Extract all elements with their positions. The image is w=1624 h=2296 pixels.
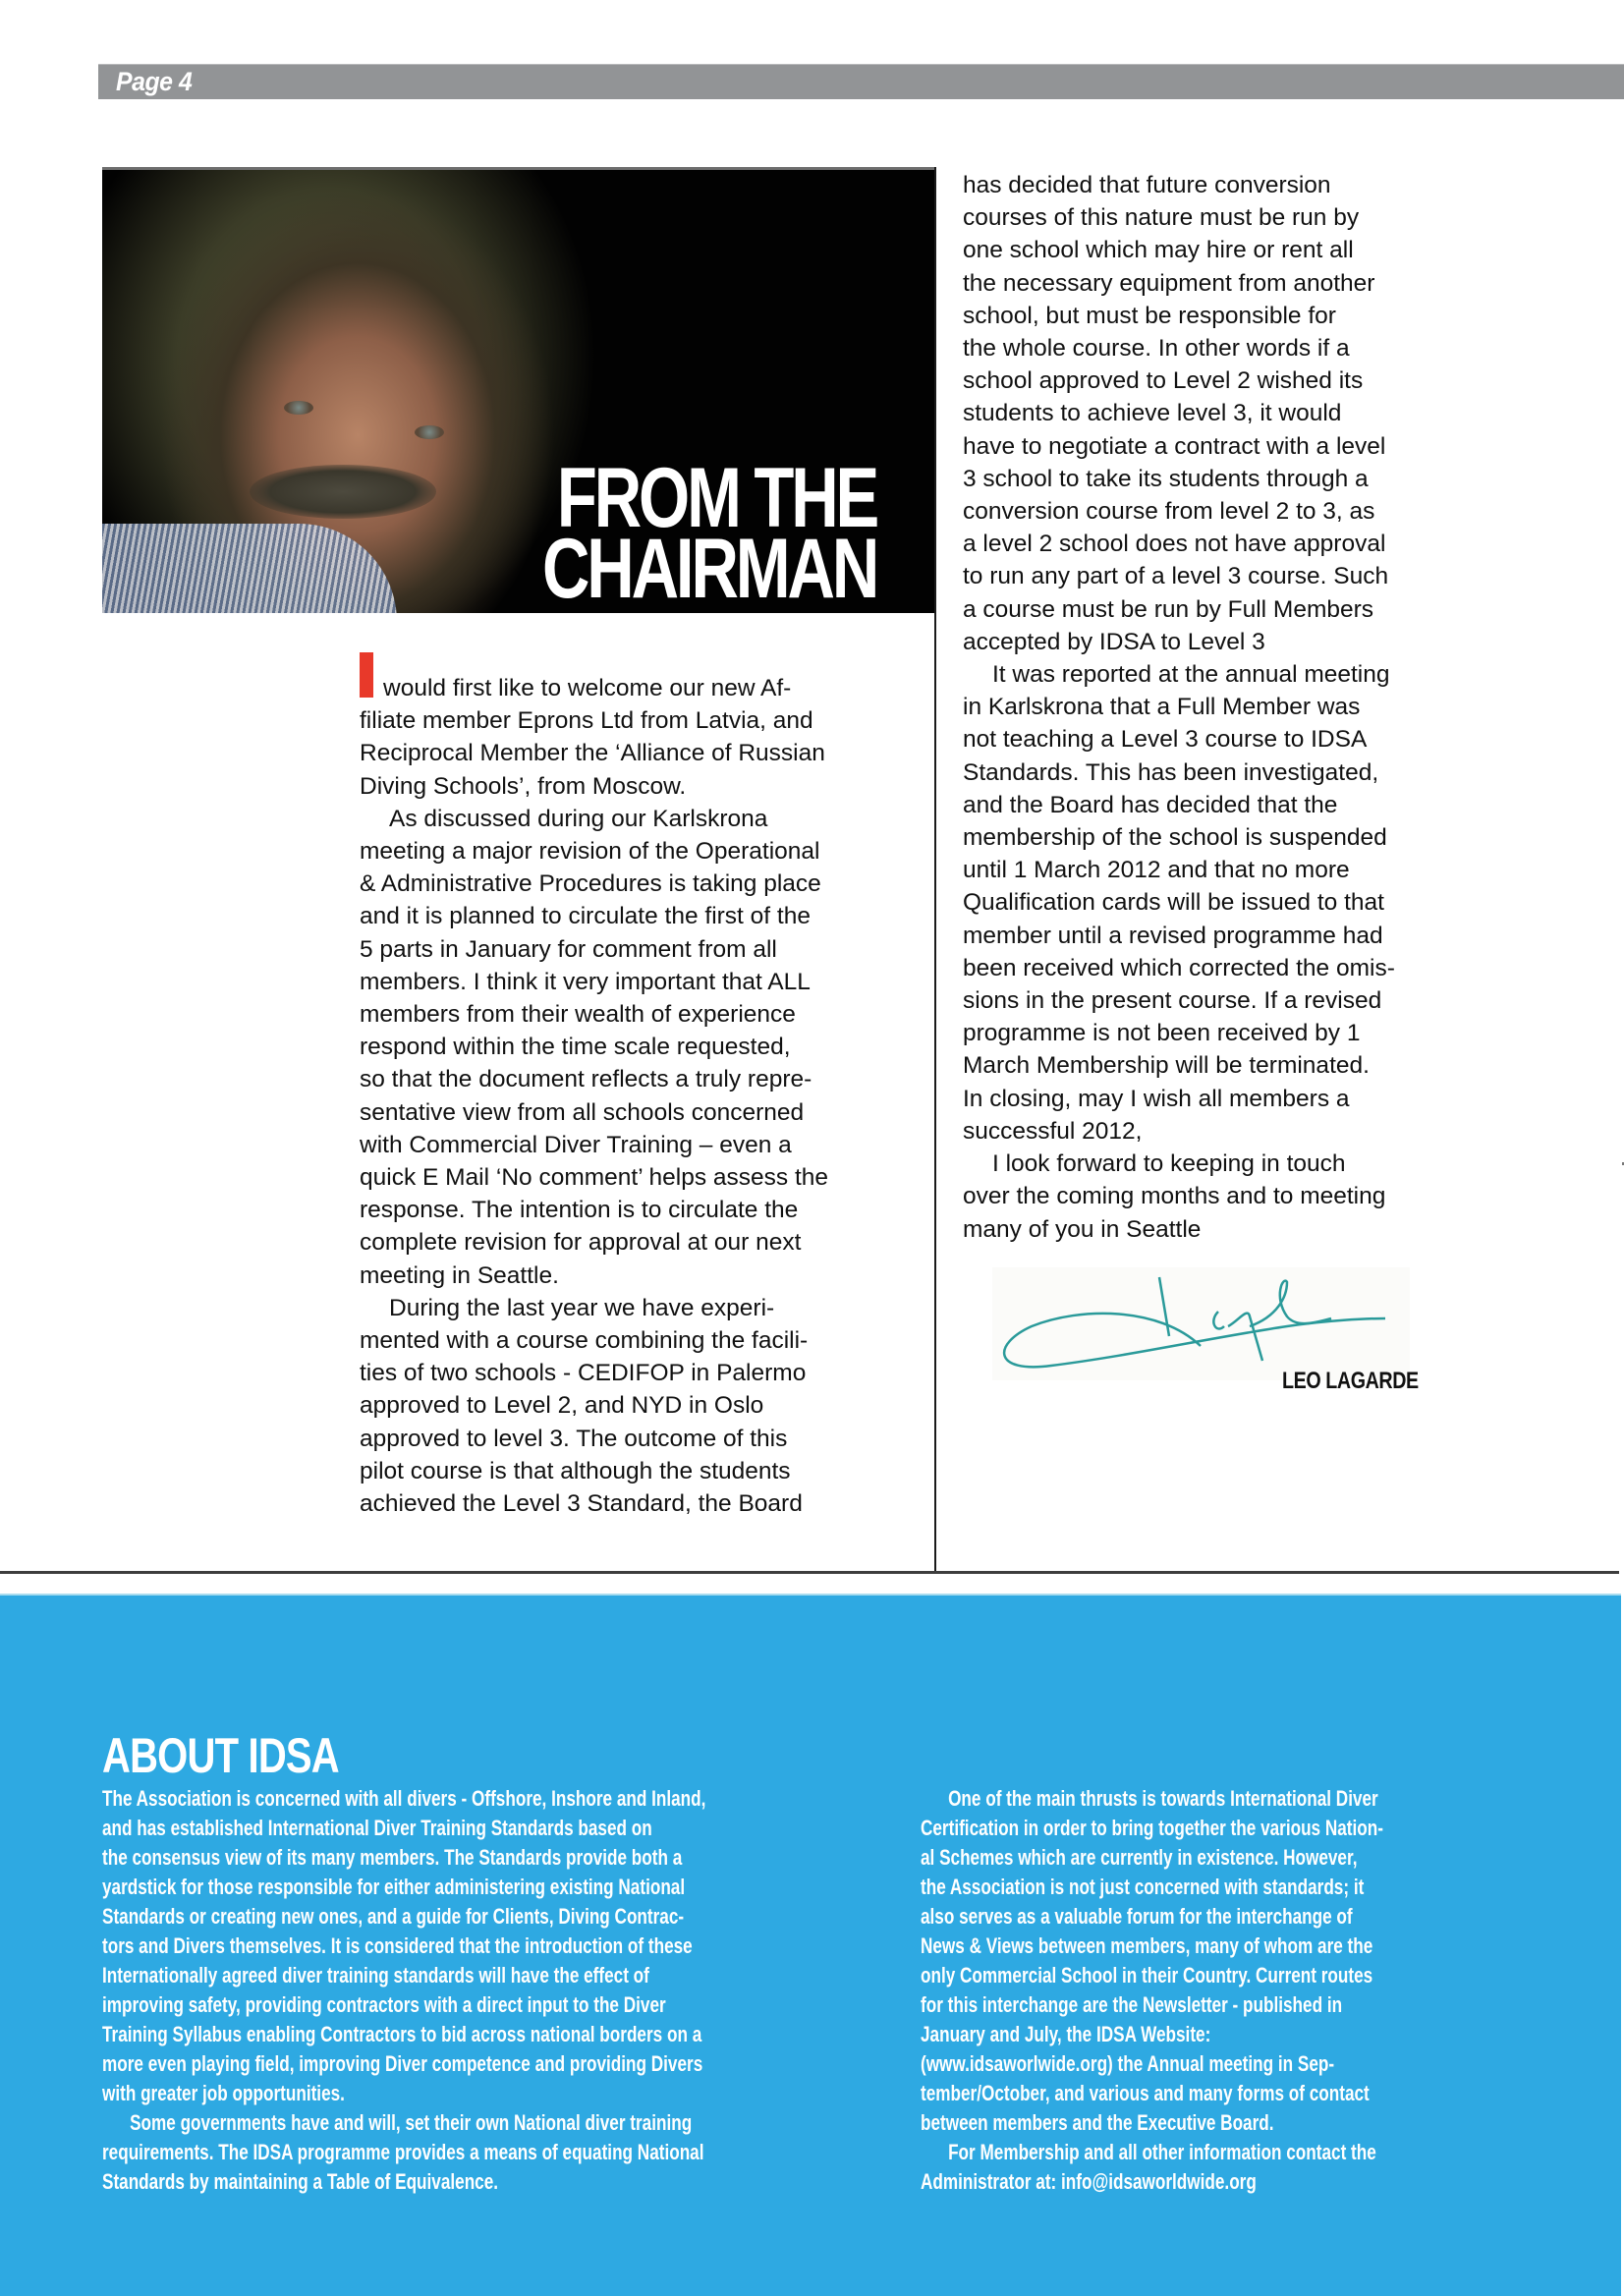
- text-line-content: not teaching a Level 3 course to IDSA: [963, 726, 1368, 754]
- section-title-line2: CHAIRMAN: [541, 522, 876, 613]
- text-line: [921, 1902, 1383, 1932]
- text-line-content: complete revision for approval at our next: [360, 1229, 802, 1257]
- text-line-content: Diving Schools’, from Moscow.: [360, 772, 687, 800]
- text-line-content: ties of two schools - CEDIFOP in Palermo: [360, 1360, 807, 1387]
- text-line-content: One of the main thrusts is towards International Diver: [948, 1786, 1378, 1811]
- text-line: [102, 1932, 705, 1961]
- signatory-name: LEO LAGARDE: [1282, 1368, 1419, 1394]
- text-line-content: between members and the Executive Board.: [921, 2110, 1274, 2135]
- text-line-content: school approved to Level 2 wished its: [963, 367, 1364, 395]
- text-line: [921, 1814, 1383, 1843]
- text-line-content: Standards. This has been investigated,: [963, 758, 1379, 786]
- text-line-content: one school which may hire or rent all: [963, 237, 1354, 264]
- text-line-content: (www.idsaworlwide.org) the Annual meeting in Sep-: [921, 2051, 1335, 2076]
- text-line: [963, 495, 1493, 528]
- text-line-content: the whole course. In other words if a: [963, 335, 1350, 363]
- text-line: [963, 234, 1493, 266]
- text-line-content: only Commercial School in their Country. Current routes: [921, 1963, 1373, 1988]
- text-line-content: quick E Mail ‘No comment’ helps assess the: [360, 1164, 829, 1192]
- text-line-content: to run any part of a level 3 course. Such: [963, 563, 1389, 590]
- text-line: [360, 1161, 910, 1194]
- text-line: [360, 1031, 910, 1063]
- text-line-content: until 1 March 2012 and that no more: [963, 857, 1350, 884]
- text-line-content: The Association is concerned with all divers - Offshore, Inshore and Inland,: [102, 1786, 706, 1811]
- text-line: [921, 2079, 1383, 2108]
- text-line: [963, 201, 1493, 234]
- text-line-content: the necessary equipment from another: [963, 269, 1375, 297]
- text-line-content: tember/October, and various and many forms of contact: [921, 2081, 1370, 2105]
- text-line: [963, 1017, 1493, 1049]
- text-line-content: conversion course from level 2 to 3, as: [963, 498, 1375, 526]
- text-line: [963, 463, 1493, 495]
- text-line-content: 3 school to take its students through a: [963, 465, 1369, 492]
- text-line: [360, 1389, 910, 1422]
- text-line-content: Internationally agreed diver training standards will have the effect of: [102, 1963, 649, 1988]
- text-line: [963, 300, 1493, 332]
- text-line: [360, 1129, 910, 1161]
- text-line: [921, 2020, 1383, 2049]
- text-line-content: Certification in order to bring together the various Nation-: [921, 1816, 1383, 1840]
- text-line-content: sions in the present course. If a revised: [963, 987, 1382, 1015]
- text-line: [921, 2138, 1383, 2167]
- photo-moustache: [250, 465, 436, 519]
- text-line-content: school, but must be responsible for: [963, 302, 1336, 329]
- about-title: ABOUT IDSA: [102, 1728, 339, 1783]
- text-line: [102, 1961, 705, 1990]
- text-line-content: requirements. The IDSA programme provides a means of equating National: [102, 2140, 704, 2164]
- text-line: [921, 1961, 1383, 1990]
- text-line: [102, 1784, 705, 1814]
- text-line: [360, 1324, 910, 1357]
- text-line-content: a level 2 school does not have approval: [963, 531, 1386, 558]
- text-line: [102, 2079, 705, 2108]
- text-line-content: response. The intention is to circulate the: [360, 1197, 799, 1224]
- text-line: [963, 332, 1493, 364]
- text-line-content: respond within the time scale requested,: [360, 1034, 791, 1061]
- text-line: [921, 1873, 1383, 1902]
- text-line-content: been received which corrected the omis-: [963, 954, 1395, 981]
- text-line-content: the consensus view of its many members. The Standards provide both a: [102, 1845, 683, 1870]
- text-line-content: Training Syllabus enabling Contractors to bid across national borders on a: [102, 2022, 702, 2046]
- text-line-content: & Administrative Procedures is taking place: [360, 870, 821, 898]
- text-line: [102, 2167, 705, 2197]
- text-line: [921, 2049, 1383, 2079]
- text-line: [963, 1083, 1493, 1115]
- text-line: [360, 1487, 910, 1520]
- section-title: [541, 451, 876, 613]
- text-line: [963, 593, 1493, 626]
- text-line: [360, 868, 910, 900]
- text-line: [360, 1226, 910, 1259]
- text-line: [360, 933, 910, 966]
- text-line: [102, 2138, 705, 2167]
- text-line: [921, 1784, 1383, 1814]
- text-line: [102, 1873, 705, 1902]
- text-line: [102, 2108, 705, 2138]
- text-line: [963, 626, 1493, 658]
- text-line: [102, 1990, 705, 2020]
- text-line: [102, 1814, 705, 1843]
- text-line: [360, 900, 910, 932]
- text-line-content: meeting in Seattle.: [360, 1261, 559, 1289]
- text-line: [360, 1455, 910, 1487]
- text-line: [963, 789, 1493, 821]
- photo-eye-left: [284, 401, 313, 415]
- text-line-content: filiate member Eprons Ltd from Latvia, and: [360, 707, 813, 735]
- section-rule: [0, 1571, 1619, 1574]
- text-line-content: tors and Divers themselves. It is considered that the introduction of these: [102, 1933, 693, 1958]
- text-line-content: achieved the Level 3 Standard, the Board: [360, 1490, 803, 1518]
- text-line: [102, 2020, 705, 2049]
- text-line: [360, 803, 910, 835]
- text-line: [360, 1096, 910, 1129]
- text-line: [963, 528, 1493, 560]
- section-title-line1: FROM THE: [556, 451, 876, 545]
- text-line-content: member until a revised programme had: [963, 922, 1383, 949]
- text-line: [963, 886, 1493, 919]
- page-number: Page 4: [116, 67, 193, 96]
- text-line: [963, 854, 1493, 886]
- text-line-content: for this interchange are the Newsletter - published in: [921, 1992, 1343, 2017]
- text-line-content: so that the document reflects a truly repre-: [360, 1066, 812, 1093]
- text-line: [963, 430, 1493, 463]
- text-line: [360, 998, 910, 1031]
- text-line-content: successful 2012,: [963, 1117, 1143, 1145]
- text-line-content: For Membership and all other information contact the: [948, 2140, 1376, 2164]
- text-line-content: March Membership will be terminated.: [963, 1052, 1370, 1080]
- text-line: [102, 1843, 705, 1873]
- column-divider: [934, 167, 936, 1572]
- text-line-content: a course must be run by Full Members: [963, 595, 1374, 623]
- text-line-content: and the Board has decided that the: [963, 791, 1338, 818]
- text-line: [360, 1423, 910, 1455]
- text-line-content: more even playing field, improving Diver competence and providing Divers: [102, 2051, 703, 2076]
- text-line: [963, 364, 1493, 397]
- text-line: [360, 1292, 910, 1324]
- text-line-content: has decided that future conversion: [963, 172, 1331, 198]
- text-line-content: and it is planned to circulate the first of the: [360, 903, 811, 930]
- text-line-content: Standards by maintaining a Table of Equivalence.: [102, 2169, 499, 2194]
- text-line: [360, 1357, 910, 1389]
- text-line-content: meeting a major revision of the Operational: [360, 838, 820, 866]
- text-line: [360, 704, 910, 737]
- text-line-content: I look forward to keeping in touch: [992, 1150, 1346, 1178]
- text-line-content: yardstick for those responsible for either administering existing National: [102, 1875, 686, 1899]
- text-line: [963, 756, 1493, 789]
- text-line: [963, 267, 1493, 300]
- text-line-content: News & Views between members, many of whom are the: [921, 1933, 1373, 1958]
- text-line-content: January and July, the IDSA Website:: [921, 2022, 1211, 2046]
- text-line: [963, 1180, 1493, 1212]
- text-line-content: many of you in Seattle: [963, 1215, 1202, 1243]
- text-line-content: members. I think it very important that ALL: [360, 968, 811, 995]
- article-right-column: [963, 169, 1493, 1246]
- text-line: [963, 821, 1493, 854]
- text-line: [963, 169, 1493, 201]
- signature-image: [992, 1267, 1410, 1380]
- text-line-content: would first like to welcome our new Af-: [383, 675, 792, 701]
- text-line-content: in Karlskrona that a Full Member was: [963, 694, 1361, 721]
- text-line: [963, 723, 1493, 756]
- text-line-content: As discussed during our Karlskrona: [389, 805, 768, 832]
- text-line: [102, 1902, 705, 1932]
- text-line-content: mented with a course combining the facili-: [360, 1327, 809, 1355]
- text-line-content: pilot course is that although the students: [360, 1457, 791, 1484]
- about-right-column: [921, 1784, 1383, 2197]
- text-line-content: al Schemes which are currently in existence. However,: [921, 1845, 1358, 1870]
- text-line: [360, 966, 910, 998]
- text-line: [963, 952, 1493, 984]
- text-line-content: the Association is not just concerned with standards; it: [921, 1875, 1365, 1899]
- text-line: [360, 1194, 910, 1226]
- photo-eye-right: [415, 425, 444, 439]
- text-line-content: over the coming months and to meeting: [963, 1183, 1386, 1210]
- text-line-content: accepted by IDSA to Level 3: [963, 628, 1265, 655]
- text-line-content: In closing, may I wish all members a: [963, 1085, 1350, 1112]
- text-line: [963, 397, 1493, 429]
- text-line-content: also serves as a valuable forum for the interchange of: [921, 1904, 1353, 1929]
- text-line-content: approved to Level 2, and NYD in Oslo: [360, 1392, 764, 1420]
- text-line-content: Reciprocal Member the ‘Alliance of Russian: [360, 740, 825, 767]
- article-left-column: [360, 664, 910, 1520]
- text-line-content: programme is not been received by 1: [963, 1020, 1361, 1047]
- text-line: [360, 1063, 910, 1095]
- text-line: [963, 1148, 1493, 1180]
- text-line: [921, 2108, 1383, 2138]
- text-line: [360, 737, 910, 769]
- text-line-content: membership of the school is suspended: [963, 824, 1387, 852]
- text-line-content: courses of this nature must be run by: [963, 204, 1360, 232]
- text-line-content: have to negotiate a contract with a level: [963, 432, 1386, 460]
- text-line-content: and has established International Diver Training Standards based on: [102, 1816, 652, 1840]
- text-line: [963, 560, 1493, 592]
- text-line: [360, 664, 910, 704]
- text-line-content: students to achieve level 3, it would: [963, 400, 1342, 427]
- text-line: [963, 984, 1493, 1017]
- chairman-photo: [102, 167, 935, 613]
- text-line-content: 5 parts in January for comment from all: [360, 935, 777, 963]
- text-line: [102, 2049, 705, 2079]
- page-header-bar: [98, 64, 1624, 99]
- text-line: [963, 691, 1493, 723]
- signature-icon: [992, 1267, 1410, 1380]
- text-line: [963, 658, 1493, 691]
- text-line-content: Administrator at: info@idsaworldwide.org: [921, 2169, 1257, 2194]
- text-line-content: Some governments have and will, set their own National diver training: [130, 2110, 693, 2135]
- text-line: [921, 2167, 1383, 2197]
- text-line: [360, 835, 910, 868]
- text-line-content: members from their wealth of experience: [360, 1001, 796, 1029]
- text-line-content: Standards or creating new ones, and a guide for Clients, Diving Contrac-: [102, 1904, 685, 1929]
- text-line-content: sentative view from all schools concerned: [360, 1098, 805, 1126]
- text-line-content: with Commercial Diver Training – even a: [360, 1131, 792, 1158]
- text-line-content: It was reported at the annual meeting: [992, 661, 1390, 689]
- text-line: [963, 1049, 1493, 1082]
- text-line: [360, 770, 910, 803]
- text-line: [963, 920, 1493, 952]
- text-line-content: improving safety, providing contractors with a direct input to the Diver: [102, 1992, 666, 2017]
- text-line: [963, 1213, 1493, 1246]
- about-left-column: [102, 1784, 705, 2197]
- text-line-content: approved to level 3. The outcome of this: [360, 1425, 788, 1452]
- text-line-content: with greater job opportunities.: [102, 2081, 345, 2105]
- text-line: [360, 1260, 910, 1292]
- text-line-content: During the last year we have experi-: [389, 1294, 775, 1321]
- text-line: [963, 1115, 1493, 1148]
- text-line: [921, 1990, 1383, 2020]
- text-line-content: Qualification cards will be issued to that: [963, 889, 1384, 917]
- dropcap-i: [360, 652, 373, 698]
- text-line: [921, 1932, 1383, 1961]
- text-line: [921, 1843, 1383, 1873]
